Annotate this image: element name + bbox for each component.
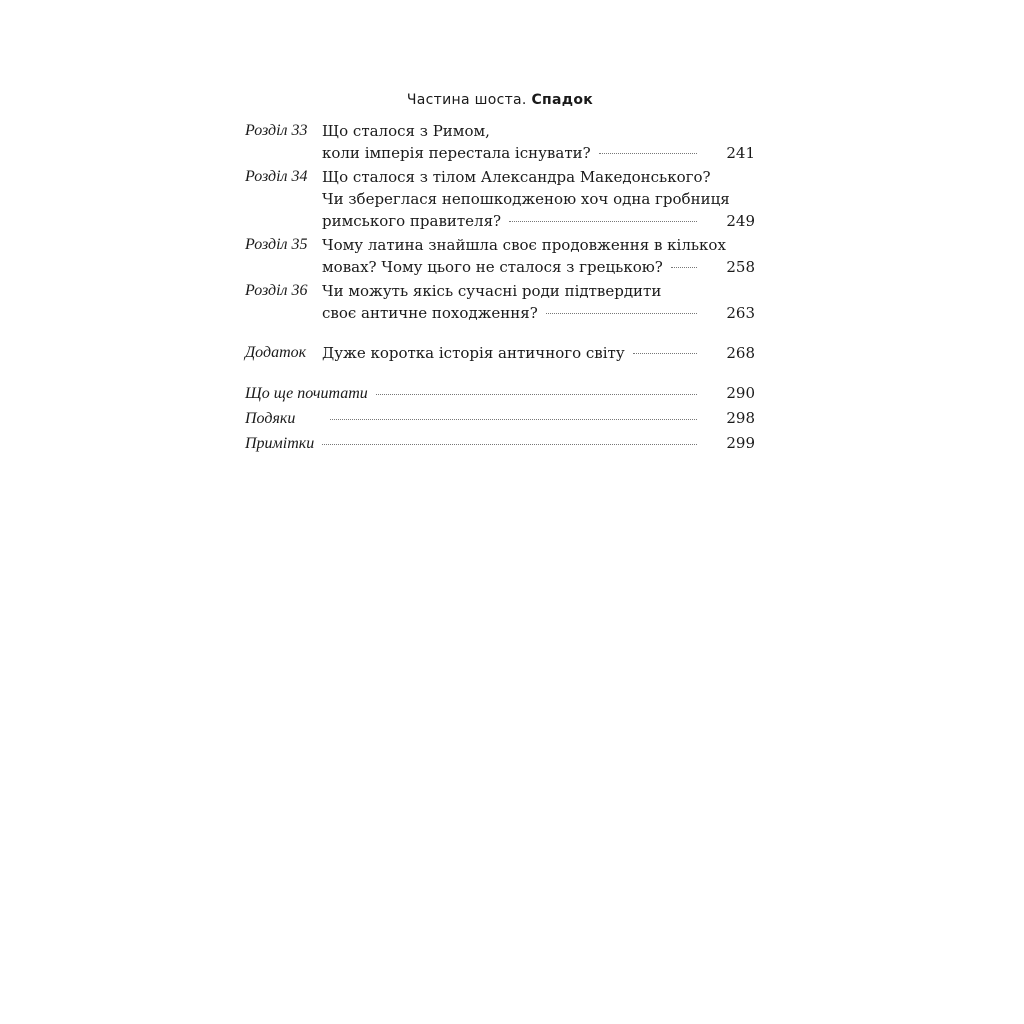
- toc-entry-appendix[interactable]: [245, 342, 755, 364]
- back-matter-label: Подяки: [245, 410, 296, 427]
- chapter-title-line: Чи можуть якісь сучасні роди підтвердити: [322, 282, 662, 300]
- chapter-title-line: Чому латина знайшла своє продовження в кількох: [322, 236, 726, 254]
- toc-entry-notes[interactable]: [245, 432, 755, 455]
- chapter-title-line: мовах? Чому цього не сталося з грецькою?: [322, 258, 663, 276]
- dot-leader: [546, 313, 697, 314]
- dot-leader: [322, 444, 697, 445]
- chapter-title-line: коли імперія перестала існувати?: [322, 144, 591, 162]
- dot-leader: [376, 394, 697, 395]
- chapter-title-line: римського правителя?: [322, 212, 502, 230]
- dot-leader: [509, 221, 697, 222]
- back-matter-label: Примітки: [245, 435, 315, 452]
- chapter-title-line: Що сталося з тілом Александра Македонського?: [322, 168, 711, 186]
- chapter-label: Розділ 36: [245, 282, 308, 299]
- table-of-contents: [245, 120, 755, 455]
- dot-leader: [330, 419, 697, 420]
- dot-leader: [671, 267, 697, 268]
- chapter-title-line: Що сталося з Римом,: [322, 122, 490, 140]
- toc-entry-further-reading[interactable]: [245, 382, 755, 405]
- chapter-label: Розділ 33: [245, 122, 308, 139]
- part-title: Спадок: [531, 92, 594, 108]
- chapter-title-line: своє античне походження?: [322, 304, 538, 322]
- back-matter-label: Що ще почитати: [245, 385, 368, 402]
- chapter-label: Розділ 34: [245, 168, 308, 185]
- toc-entry-chapter-33[interactable]: [245, 120, 755, 164]
- toc-entry-chapter-36[interactable]: [245, 280, 755, 324]
- part-label: Частина шоста.: [406, 92, 527, 108]
- page-number: 299: [726, 434, 755, 452]
- dot-leader: [599, 153, 697, 154]
- dot-leader: [633, 353, 697, 354]
- toc-entry-acknowledgements[interactable]: [245, 407, 755, 430]
- part-heading: [0, 92, 1000, 108]
- page-number: 263: [726, 304, 755, 322]
- page-number: 290: [726, 384, 755, 402]
- toc-entry-chapter-35[interactable]: [245, 234, 755, 278]
- page-number: 298: [726, 409, 755, 427]
- page-number: 241: [726, 144, 755, 162]
- chapter-label: Розділ 35: [245, 236, 308, 253]
- page-number: 249: [726, 212, 755, 230]
- chapter-title-line: Чи збереглася непошкодженою хоч одна гробниця: [322, 190, 730, 208]
- page-number: 258: [726, 258, 755, 276]
- appendix-title: Дуже коротка історія античного світу: [322, 344, 625, 362]
- toc-entry-chapter-34[interactable]: [245, 166, 755, 232]
- appendix-label: Додаток: [245, 344, 307, 361]
- page-number: 268: [726, 344, 755, 362]
